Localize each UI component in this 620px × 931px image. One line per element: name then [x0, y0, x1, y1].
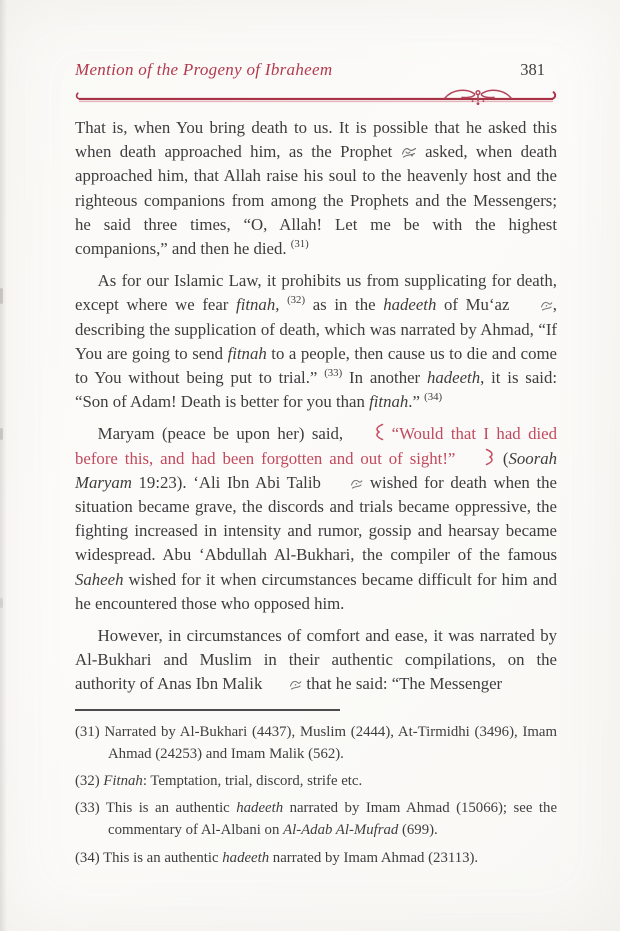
ra-calligraphy-icon [328, 471, 364, 495]
text-run: ( [495, 448, 509, 468]
text-run: that he said: “The Messenger [302, 674, 503, 694]
quran-open-bracket-icon [351, 422, 385, 446]
text-run: This is an authentic [105, 800, 237, 817]
footnote [75, 797, 557, 841]
scan-edge-artifact [0, 598, 3, 608]
ra-calligraphy-icon [517, 293, 553, 317]
scan-edge-artifact [0, 288, 3, 304]
text-run: In another [342, 368, 427, 388]
saw-calligraphy-icon [401, 140, 417, 164]
text-run: wished for it when circumstances became difficult for him and he encountered those who opposed him. [75, 569, 557, 613]
text-run: hadeeth [383, 295, 437, 315]
page-body [75, 116, 557, 697]
paragraph [75, 422, 557, 616]
text-run [279, 295, 287, 314]
text-run: hadeeth [222, 849, 270, 866]
text-run: : Temptation, trial, discord, strife etc. [142, 773, 363, 790]
text-run: narrated by Imam Ahmad (23113). [269, 849, 479, 866]
page-header [75, 60, 557, 84]
footnote [75, 847, 557, 869]
paragraph [75, 624, 557, 697]
footnote-label: (34) [75, 849, 104, 866]
paragraph [75, 116, 557, 261]
text-run: However, in circumstances of comfort and ease, it was narrated by Al-Bukhari and Muslim in their authentic compilations, on the authority of Anas Ibn Malik [75, 626, 557, 694]
text-run: Maryam (peace be upon her) said, [97, 424, 351, 444]
text-run: (33) [324, 367, 343, 380]
footnote [75, 721, 557, 765]
page-edge-shadow [0, 0, 7, 931]
text-run: That is, when You bring death to us. It is possible that he asked this when death approached him, as the Prophet [75, 118, 557, 162]
text-run: fitnah [369, 392, 409, 412]
text-run: Narrated by Al-Bukhari (4437), Muslim (2444), At-Tirmidhi (3496), Imam Ahmad (24253) and Imam Malik (562). [104, 723, 558, 762]
footnote [75, 770, 557, 792]
text-run: , describing the supplication of death, which was narrated by Ahmad, “If You are going to send [75, 295, 557, 363]
text-run: This is an authentic [103, 849, 223, 866]
text-run: 19:23). ‘Ali Ibn Abi Talib [131, 472, 328, 492]
page-number: 381 [520, 60, 545, 79]
text-run: fitnah, [236, 295, 280, 315]
footnote-label: (31) [75, 723, 105, 740]
text-run: Al-Adab Al-Mufrad [283, 822, 399, 839]
header-rule [75, 85, 557, 111]
text-run: (31) [290, 238, 309, 251]
scan-edge-artifact [0, 428, 3, 440]
text-run: Fitnah [103, 773, 143, 790]
text-run: hadeeth [236, 800, 284, 817]
text-run: Saheeh [75, 569, 124, 589]
running-head-title: Mention of the Progeny of Ibraheem [75, 60, 333, 79]
text-run: fitnah [227, 343, 267, 363]
text-run: of Mu‘az [436, 295, 518, 315]
ra-calligraphy-icon [267, 672, 303, 696]
text-run: asked, when death approached him, that Allah raise his soul to the heavenly host and the righteous companions from among the Prophets and the Messengers; he said three times, “O, Allah! Let me be with the highest companions,” and then he died. [75, 142, 557, 259]
footnotes-section [75, 721, 557, 869]
footnote-label: (32) [75, 773, 104, 790]
text-run: (699). [398, 822, 438, 839]
text-run: to a people, then cause us to die and come to You without being put to trial.” [75, 343, 557, 388]
text-run: narrated by Imam Ahmad (15066); see the commentary of Al-Albani on [108, 800, 558, 839]
text-run: (34) [424, 391, 443, 404]
footnote-divider [75, 709, 340, 711]
text-run: wished for death when the situation became grave, the discords and trials became oppressive, the fighting increased in intensity and rumor, gossip and hearsay became widespread. Abu ‘Abdullah Al-Bukhari, the compiler of the famous [75, 472, 557, 565]
text-run: As for our Islamic Law, it prohibits us from supplicating for death, except where we fear [75, 271, 557, 315]
text-run: (32) [287, 294, 306, 307]
paragraph [75, 269, 557, 414]
text-run: .” [408, 392, 425, 412]
text-run: , it is said: “Son of Adam! Death is better for you than [75, 368, 558, 412]
quran-close-bracket-icon [462, 447, 496, 471]
text-run: Soorah Maryam [75, 448, 557, 492]
text-run: “Would that I had died before this, and had been forgotten and out of sight!” [75, 424, 557, 468]
footnote-label: (33) [75, 800, 106, 817]
text-run: hadeeth [426, 368, 481, 388]
text-run: as in the [305, 295, 384, 315]
